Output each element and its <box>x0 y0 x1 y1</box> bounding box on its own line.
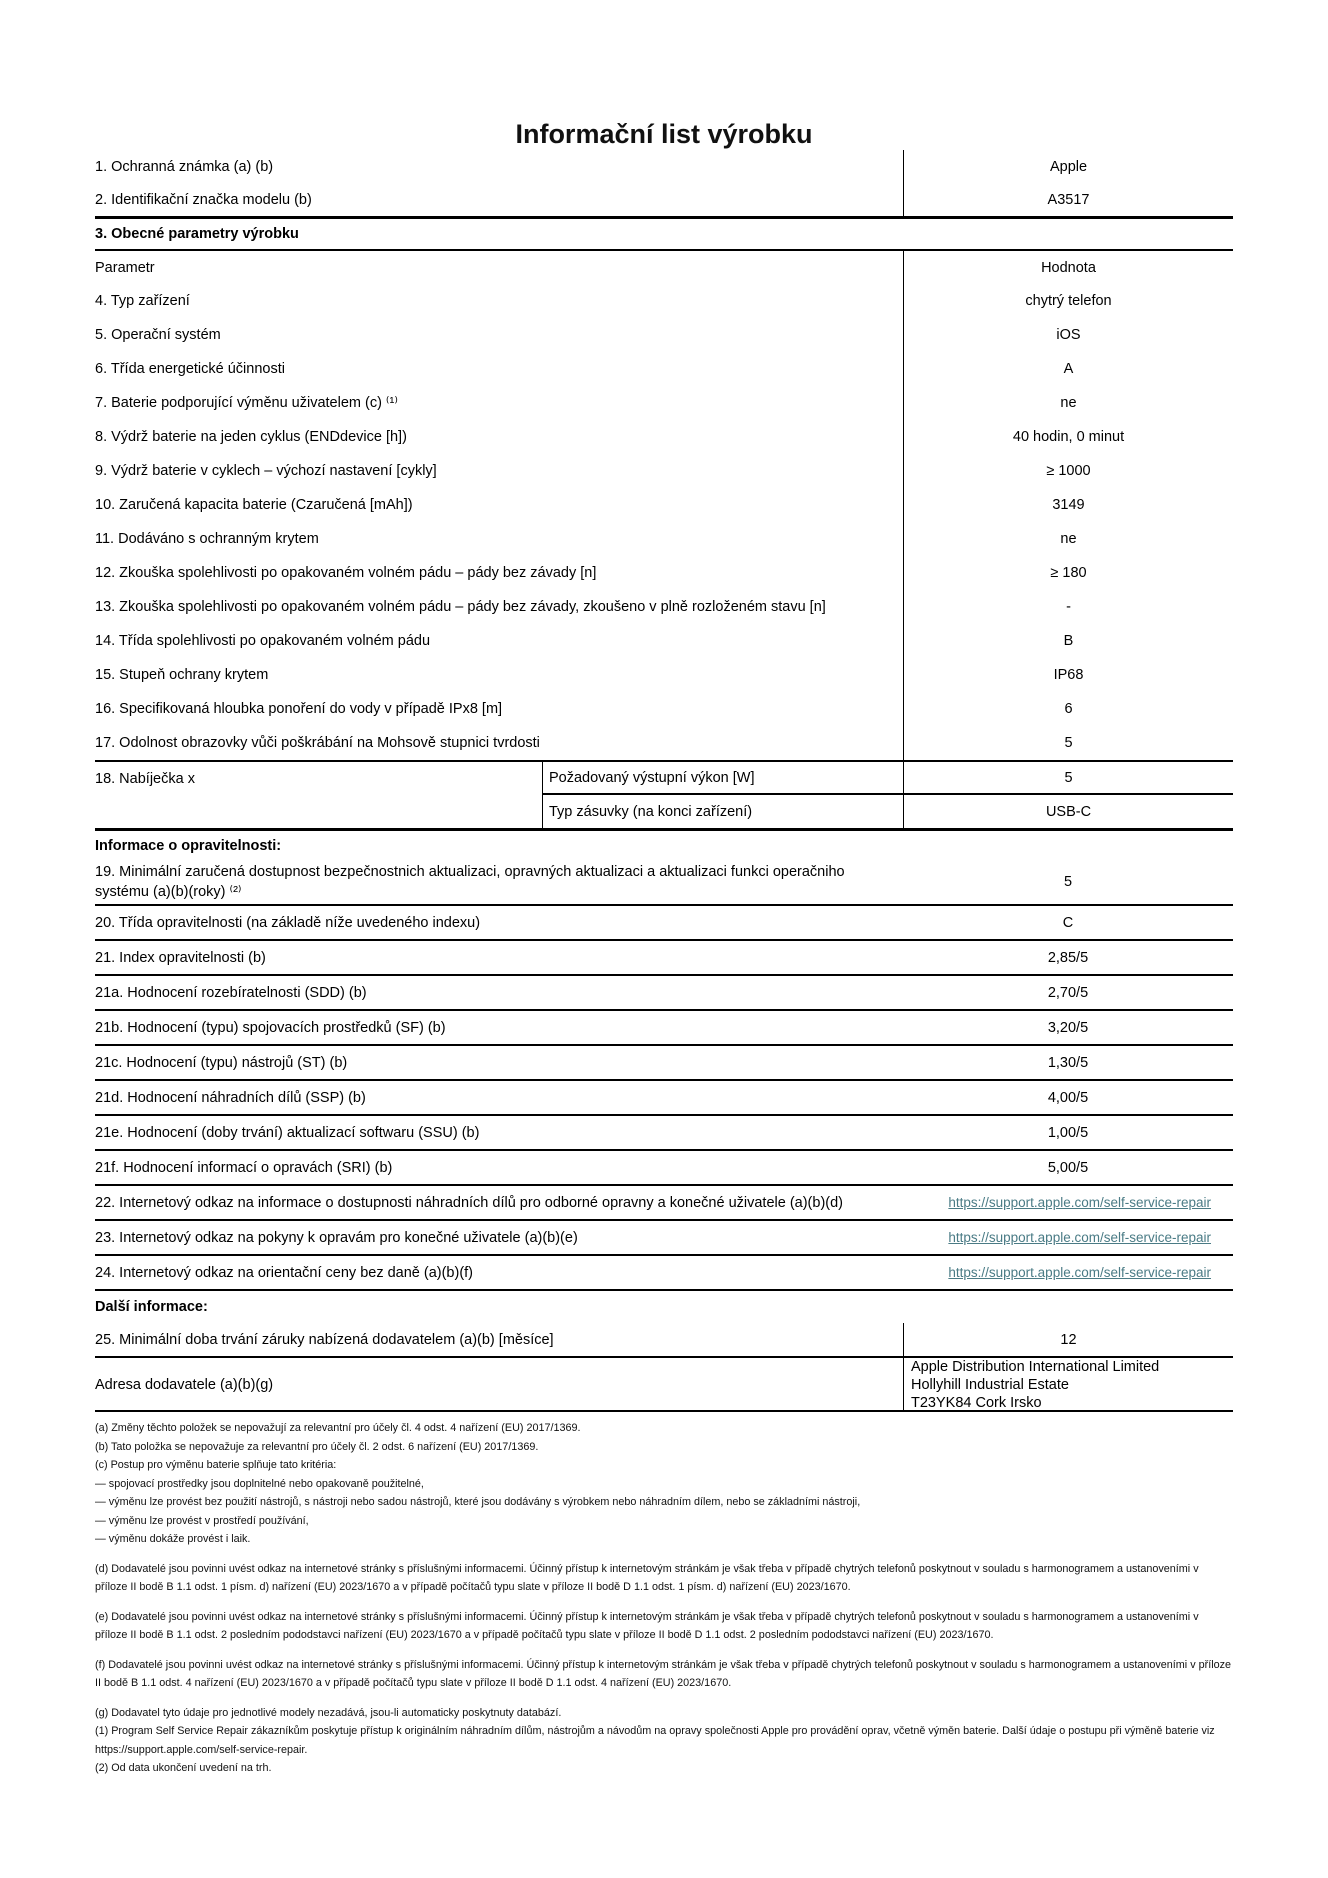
charger-sub-value: USB-C <box>903 795 1233 828</box>
table-row-spare-parts-score <box>95 1081 1233 1116</box>
row-value: 6 <box>903 692 1233 726</box>
table-header-row <box>95 251 1233 284</box>
row-label: 11. Dodáváno s ochranným krytem <box>95 531 319 547</box>
row-label: 13. Zkouška spolehlivosti po opakovaném volném pádu – pády bez závady, zkoušeno v plně rozloženém stavu [n] <box>95 599 826 615</box>
row-value: C <box>1062 914 1074 931</box>
row-value: A <box>903 352 1233 386</box>
row-value: ne <box>903 386 1233 420</box>
row-value: ≥ 1000 <box>903 454 1233 488</box>
table-row-tools-score <box>95 1046 1233 1081</box>
charger-sub-label: Typ zásuvky (na konci zařízení) <box>542 795 903 828</box>
table-row-software-updates-score <box>95 1116 1233 1151</box>
row-value: iOS <box>903 318 1233 352</box>
parameters-table <box>95 150 1233 1412</box>
supplier-address <box>903 1358 1233 1412</box>
row-value: 40 hodin, 0 minut <box>903 420 1233 454</box>
table-row-device-type <box>95 284 1233 318</box>
footnote-c-item: — výměnu dokáže provést i laik. <box>95 1533 251 1545</box>
footnote-2: (2) Od data ukončení uvedení na trh. <box>95 1762 272 1774</box>
row-value: 2,70/5 <box>1047 984 1089 1001</box>
row-label: 4. Typ zařízení <box>95 293 190 309</box>
row-value: 12 <box>903 1323 1233 1356</box>
column-header-hodnota: Hodnota <box>903 251 1233 284</box>
row-label: 2. Identifikační značka modelu (b) <box>95 191 312 208</box>
table-row-pricing-link <box>95 1256 1233 1291</box>
spare-parts-link[interactable]: https://support.apple.com/self-service-repair <box>948 1195 1211 1210</box>
table-row-immersion-depth <box>95 692 1233 726</box>
row-label: Adresa dodavatele (a)(b)(g) <box>95 1377 274 1393</box>
page-title: Informační list výrobku <box>515 119 813 149</box>
row-label: 9. Výdrž baterie v cyklech – výchozí nastavení [cykly] <box>95 463 437 479</box>
row-value: chytrý telefon <box>903 284 1233 318</box>
row-label: 21e. Hodnocení (doby trvání) aktualizací softwaru (SSU) (b) <box>95 1124 480 1141</box>
row-value: - <box>903 590 1233 624</box>
row-value: ≥ 180 <box>903 556 1233 590</box>
supplier-address-line: Hollyhill Industrial Estate <box>911 1377 1069 1393</box>
row-label: 21d. Hodnocení náhradních dílů (SSP) (b) <box>95 1089 366 1106</box>
table-row-battery-cycles <box>95 454 1233 488</box>
row-label: 12. Zkouška spolehlivosti po opakovaném volném pádu – pády bez závady [n] <box>95 565 597 581</box>
table-row-protective-cover <box>95 522 1233 556</box>
table-row-spare-parts-link <box>95 1186 1233 1221</box>
repair-instructions-link[interactable]: https://support.apple.com/self-service-repair <box>948 1230 1211 1245</box>
table-row-drop-test-unfolded <box>95 590 1233 624</box>
table-row-scratch-resistance <box>95 726 1233 760</box>
column-header-parametr: Parametr <box>95 259 155 276</box>
charger-sub-value: 5 <box>903 762 1233 795</box>
row-value: 5 <box>903 726 1233 760</box>
table-row-charger <box>95 760 1233 831</box>
supplier-address-line: Apple Distribution International Limited <box>911 1359 1160 1375</box>
row-label: 25. Minimální doba trvání záruky nabízená dodavatelem (a)(b) [měsíce] <box>95 1331 554 1348</box>
row-value: IP68 <box>903 658 1233 692</box>
row-value: 3149 <box>903 488 1233 522</box>
row-value: 2,85/5 <box>1047 949 1089 966</box>
row-label: 22. Internetový odkaz na informace o dostupnosti náhradních dílů pro odborné opravny a konečné uživatele (a)(b)(d) <box>95 1194 844 1211</box>
product-info-sheet <box>95 0 1233 1778</box>
table-row-fasteners-score <box>95 1011 1233 1046</box>
footnote-d: (d) Dodavatelé jsou povinni uvést odkaz na internetové stránky s příslušnými informacemi. Účinný přístup k internetovým stránkám je však třeba v případě chytrých telefonů poskytnout v souladu s harmonogramem a ustanoveními v příloze II bodě B 1.1 odst. 1 písm. d) nařízení (EU) 2023/1670 a v případě počítačů typu slate v příloze II bodě D 1.1 odst. 1 písm. d) nařízení (EU) 2023/1670. <box>95 1562 1199 1593</box>
table-row-model-id <box>95 183 1233 216</box>
supplier-address-line: T23YK84 Cork Irsko <box>911 1395 1042 1411</box>
row-label: 15. Stupeň ochrany krytem <box>95 667 269 683</box>
footnote-b: (b) Tato položka se nepovažuje za relevantní pro účely čl. 2 odst. 6 nařízení (EU) 2017/1369. <box>95 1440 539 1453</box>
row-value: 3,20/5 <box>1047 1019 1089 1036</box>
footnote-e: (e) Dodavatelé jsou povinni uvést odkaz na internetové stránky s příslušnými informacemi. Účinný přístup k internetovým stránkám je však třeba v případě chytrých telefonů poskytnout v souladu s harmonogramem a ustanoveními v příloze II bodě B 1.1 odst. 2 posledním pododstavci nařízení (EU) 2023/1670 a v případě počítačů typu slate v příloze II bodě D 1.1 odst. 2 posledním pododstavci nařízení (EU) 2023/1670. <box>95 1610 1199 1641</box>
table-row-supplier-address <box>95 1358 1233 1412</box>
row-value: ne <box>903 522 1233 556</box>
section-header-repairability: Informace o opravitelnosti: <box>95 837 282 854</box>
table-row-battery-capacity <box>95 488 1233 522</box>
row-label: 5. Operační systém <box>95 327 221 343</box>
footnote-f: (f) Dodavatelé jsou povinni uvést odkaz na internetové stránky s příslušnými informacemi. Účinný přístup k internetovým stránkám je však třeba v případě chytrých telefonů poskytnout v souladu s harmonogramem a ustanoveními v příloze II bodě B 1.1 odst. 4 nařízení (EU) 2023/1670 a v případě počítačů typu slate v příloze II bodě D 1.1 odst. 4 nařízení (EU) 2023/1670. <box>95 1658 1232 1689</box>
footnotes <box>95 1419 1233 1778</box>
row-value <box>903 1186 1233 1219</box>
row-label: 1. Ochranná známka (a) (b) <box>95 158 274 175</box>
footnote-g: (g) Dodavatel tyto údaje pro jednotlivé modely nezadává, jsou-li automaticky poskytnuty databází. <box>95 1706 562 1719</box>
table-row-energy-class <box>95 352 1233 386</box>
footnote-a: (a) Změny těchto položek se nepovažují za relevantní pro účely čl. 4 odst. 4 nařízení (EU) 2017/1369. <box>95 1422 581 1434</box>
footnote-c-item: — spojovací prostředky jsou doplnitelné nebo opakovaně použitelné, <box>95 1477 424 1490</box>
row-value: 5,00/5 <box>1047 1159 1089 1176</box>
charger-sub-label: Požadovaný výstupní výkon [W] <box>542 762 903 795</box>
row-label: 21a. Hodnocení rozebíratelnosti (SDD) (b) <box>95 984 367 1001</box>
row-label: 21c. Hodnocení (typu) nástrojů (ST) (b) <box>95 1054 348 1071</box>
footnote-c-item: — výměnu lze provést v prostředí používání, <box>95 1514 309 1527</box>
table-row-ingress-protection <box>95 658 1233 692</box>
row-label: 21. Index opravitelnosti (b) <box>95 949 266 966</box>
row-label: 20. Třída opravitelnosti (na základě níže uvedeného indexu) <box>95 914 481 931</box>
row-label: 17. Odolnost obrazovky vůči poškrábání na Mohsově stupnici tvrdosti <box>95 735 540 751</box>
row-label: 10. Zaručená kapacita baterie (Czaručená [mAh]) <box>95 497 413 513</box>
row-value: 1,00/5 <box>1047 1124 1089 1141</box>
row-label-spacer <box>95 795 542 828</box>
row-label: 18. Nabíječka x <box>95 770 195 787</box>
table-row-repair-info-score <box>95 1151 1233 1186</box>
row-label: 8. Výdrž baterie na jeden cyklus (ENDdevice [h]) <box>95 429 407 445</box>
row-label: 24. Internetový odkaz na orientační ceny bez daně (a)(b)(f) <box>95 1264 474 1281</box>
table-row-update-availability <box>95 860 1233 906</box>
row-value: 4,00/5 <box>1047 1089 1089 1106</box>
row-label: 6. Třída energetické účinnosti <box>95 361 285 377</box>
table-row-user-replaceable-battery <box>95 386 1233 420</box>
row-label: 21b. Hodnocení (typu) spojovacích prostředků (SF) (b) <box>95 1019 446 1036</box>
row-label: 21f. Hodnocení informací o opravách (SRI) (b) <box>95 1159 393 1176</box>
table-row-repairability-class <box>95 906 1233 941</box>
pricing-link[interactable]: https://support.apple.com/self-service-repair <box>948 1265 1211 1280</box>
table-row-disassembly-score <box>95 976 1233 1011</box>
table-row-os <box>95 318 1233 352</box>
section-header-additional: Další informace: <box>95 1299 208 1315</box>
row-value: 1,30/5 <box>1047 1054 1089 1071</box>
footnote-c: (c) Postup pro výměnu baterie splňuje tato kritéria: <box>95 1459 337 1471</box>
row-label: 23. Internetový odkaz na pokyny k opravám pro konečné uživatele (a)(b)(e) <box>95 1229 578 1246</box>
row-value: 5 <box>1063 874 1073 890</box>
footnote-c-item: — výměnu lze provést bez použití nástrojů, s nástroji nebo sadou nástrojů, které jsou dodávány s výrobkem nebo náhradním dílem, nebo se základními nástroji, <box>95 1496 861 1508</box>
row-value: Apple <box>903 150 1233 183</box>
row-value: B <box>903 624 1233 658</box>
table-row-reliability-class <box>95 624 1233 658</box>
row-label: 19. Minimální zaručená dostupnost bezpečnostnich aktualizaci, opravných aktualizaci a aktualizaci funkci operačniho systému (a)(b)(roky) ⁽²⁾ <box>95 864 845 900</box>
table-row-repairability-index <box>95 941 1233 976</box>
row-label: 7. Baterie podporující výměnu uživatelem (c) ⁽¹⁾ <box>95 395 398 411</box>
table-row-repair-instructions-link <box>95 1221 1233 1256</box>
footnote-1: (1) Program Self Service Repair zákazníkům poskytuje přístup k originálním náhradním dílům, nástrojům a návodům na opravy společnosti Apple pro provádění oprav, včetně výměn baterie. Další údaje o postupu při výměně baterie viz https://support.apple.com/self-service-repair. <box>95 1725 1215 1756</box>
table-row-battery-endurance <box>95 420 1233 454</box>
row-value: A3517 <box>903 183 1233 216</box>
row-label: 16. Specifikovaná hloubka ponoření do vody v případě IPx8 [m] <box>95 701 503 717</box>
table-row-drop-test <box>95 556 1233 590</box>
table-row-warranty <box>95 1323 1233 1358</box>
row-value <box>903 1221 1233 1254</box>
table-row-trademark <box>95 150 1233 183</box>
row-value <box>903 1256 1233 1289</box>
row-label: 14. Třída spolehlivosti po opakovaném volném pádu <box>95 633 431 649</box>
section-header-general: 3. Obecné parametry výrobku <box>95 216 1233 251</box>
